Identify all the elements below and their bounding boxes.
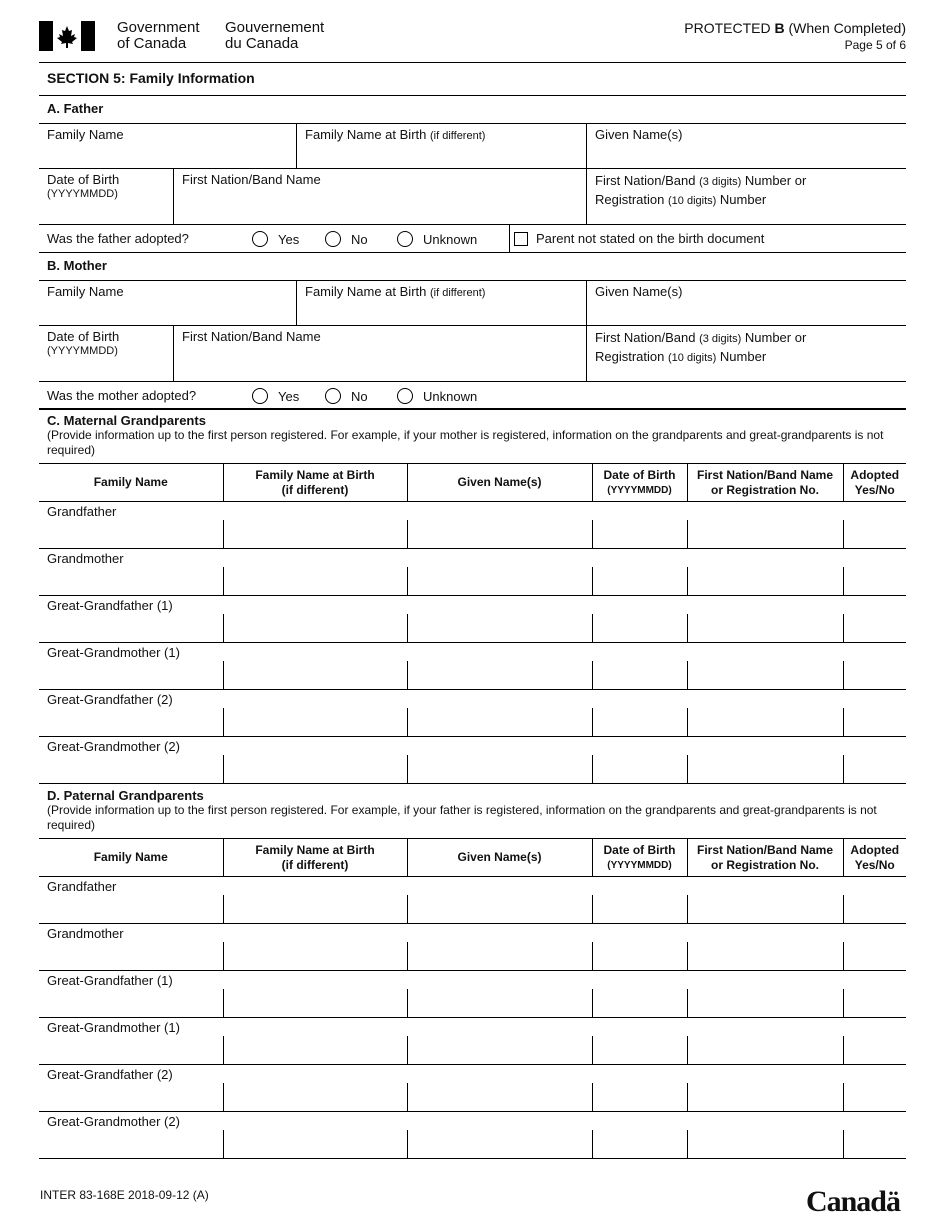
father-dob-field[interactable] bbox=[39, 169, 173, 224]
entry-box[interactable] bbox=[223, 520, 407, 548]
family-name-birth-cell[interactable] bbox=[223, 643, 407, 690]
entry-box[interactable] bbox=[407, 755, 592, 783]
entry-box[interactable] bbox=[687, 1083, 843, 1111]
band-cell[interactable] bbox=[687, 596, 843, 643]
entry-box[interactable] bbox=[687, 1130, 843, 1158]
page-number: Page 5 of 6 bbox=[844, 38, 906, 52]
table-row bbox=[39, 643, 906, 690]
entry-box[interactable] bbox=[592, 1130, 687, 1158]
government-of-canada-fr bbox=[225, 20, 324, 52]
adopted-cell[interactable] bbox=[843, 1112, 906, 1159]
mother-number-label: Number bbox=[719, 349, 767, 364]
mother-adopted-no[interactable] bbox=[325, 388, 368, 404]
table-row bbox=[39, 924, 906, 971]
maternal-table bbox=[39, 463, 906, 784]
protected-suffix: (When Completed) bbox=[784, 20, 906, 36]
mother-dob-label: Date of Birth bbox=[47, 329, 120, 344]
entry-box[interactable] bbox=[407, 614, 592, 642]
father-yes-label: Yes bbox=[278, 231, 300, 247]
mother-title-row bbox=[39, 253, 906, 281]
mother-number-or: Number or bbox=[744, 330, 807, 345]
adopted-cell[interactable] bbox=[843, 1065, 906, 1112]
col-adopted-line1: Adopted bbox=[850, 842, 900, 857]
mother-names-row bbox=[39, 281, 906, 326]
mother-family-name-birth-label: Family Name at Birth bbox=[305, 284, 427, 299]
entry-box[interactable] bbox=[407, 1083, 592, 1111]
mother-band-number-field[interactable] bbox=[586, 326, 906, 381]
adopted-cell[interactable] bbox=[843, 502, 906, 549]
col-adopted bbox=[843, 464, 906, 502]
father-band-number-field[interactable] bbox=[586, 169, 906, 224]
relative-label: Grandmother bbox=[47, 926, 124, 941]
entry-box[interactable] bbox=[592, 895, 687, 923]
mother-dob-field[interactable] bbox=[39, 326, 173, 381]
entry-box[interactable] bbox=[843, 614, 906, 642]
dob-cell[interactable] bbox=[592, 549, 687, 596]
col-adopted-line1: Adopted bbox=[850, 467, 900, 482]
mother-family-name-label: Family Name bbox=[47, 284, 124, 299]
maternal-note: (Provide information up to the first person registered. For example, if your mother is registered, information on the grandparents and great-grandparents is not required) bbox=[47, 428, 884, 457]
family-name-birth-cell[interactable] bbox=[223, 971, 407, 1018]
canada-wordmark: Canadä bbox=[805, 1185, 900, 1218]
family-name-birth-cell[interactable] bbox=[223, 1112, 407, 1159]
form-code: INTER 83-168E 2018-09-12 (A) bbox=[40, 1188, 209, 1202]
col-band-line1: First Nation/Band Name bbox=[696, 467, 834, 482]
family-name-cell[interactable] bbox=[39, 737, 223, 784]
table-row bbox=[39, 502, 906, 549]
col-given-names: Given Name(s) bbox=[407, 464, 592, 502]
gov-fr-line1: Gouvernement bbox=[225, 19, 325, 36]
mother-three-digits: (3 digits) bbox=[699, 333, 742, 345]
family-name-birth-cell[interactable] bbox=[223, 1018, 407, 1065]
given-names-cell[interactable] bbox=[407, 1112, 592, 1159]
family-name-birth-cell[interactable] bbox=[223, 1065, 407, 1112]
family-name-cell[interactable] bbox=[39, 877, 223, 924]
father-given-names-field[interactable] bbox=[586, 124, 906, 168]
radio-icon[interactable] bbox=[397, 388, 413, 404]
father-adopted-question: Was the father adopted? bbox=[47, 231, 189, 246]
col-family-name: Family Name bbox=[39, 464, 223, 502]
entry-box[interactable] bbox=[407, 1036, 592, 1064]
col-dob-line2: (YYYYMMDD) bbox=[607, 859, 672, 871]
paternal-section bbox=[39, 784, 906, 1159]
father-number-or: Number or bbox=[744, 173, 807, 188]
father-ten-digits: (10 digits) bbox=[668, 195, 717, 207]
band-cell[interactable] bbox=[687, 502, 843, 549]
col-dob-line1: Date of Birth bbox=[603, 467, 676, 482]
entry-box[interactable] bbox=[592, 614, 687, 642]
maternal-table-body bbox=[39, 502, 906, 784]
entry-box[interactable] bbox=[687, 942, 843, 970]
family-name-birth-cell[interactable] bbox=[223, 737, 407, 784]
entry-box[interactable] bbox=[843, 895, 906, 923]
paternal-table bbox=[39, 838, 906, 1159]
col-adopted-line2: Yes/No bbox=[854, 482, 895, 497]
protected-level: B bbox=[774, 20, 785, 36]
mother-adopted-yes[interactable] bbox=[252, 388, 299, 404]
col-band bbox=[687, 464, 843, 502]
family-name-birth-cell[interactable] bbox=[223, 690, 407, 737]
entry-box[interactable] bbox=[223, 1130, 407, 1158]
col-band-line1: First Nation/Band Name bbox=[696, 842, 834, 857]
entry-box[interactable] bbox=[407, 661, 592, 689]
mother-family-name-birth-field[interactable] bbox=[296, 281, 586, 325]
father-title: A. Father bbox=[47, 101, 104, 116]
parent-not-stated-label: Parent not stated on the birth document bbox=[536, 231, 765, 246]
adopted-cell[interactable] bbox=[843, 877, 906, 924]
radio-icon[interactable] bbox=[325, 388, 341, 404]
father-band-number-label: First Nation/Band bbox=[595, 173, 696, 188]
adopted-cell[interactable] bbox=[843, 924, 906, 971]
adopted-cell[interactable] bbox=[843, 596, 906, 643]
father-band-name-field[interactable] bbox=[173, 169, 586, 224]
col-family-name-birth-line2: (if different) bbox=[281, 857, 349, 872]
band-cell[interactable] bbox=[687, 690, 843, 737]
adopted-cell[interactable] bbox=[843, 971, 906, 1018]
band-cell[interactable] bbox=[687, 737, 843, 784]
given-names-cell[interactable] bbox=[407, 690, 592, 737]
father-dob-format: (YYYYMMDD) bbox=[47, 188, 118, 200]
band-cell[interactable] bbox=[687, 643, 843, 690]
col-dob-line1: Date of Birth bbox=[603, 842, 676, 857]
entry-box[interactable] bbox=[407, 895, 592, 923]
band-cell[interactable] bbox=[687, 1018, 843, 1065]
relative-label: Great-Grandfather (1) bbox=[47, 973, 173, 988]
relative-label: Great-Grandfather (2) bbox=[47, 1067, 173, 1082]
relative-label: Grandmother bbox=[47, 551, 124, 566]
entry-box[interactable] bbox=[592, 567, 687, 595]
father-family-name-label: Family Name bbox=[47, 127, 124, 142]
dob-cell[interactable] bbox=[592, 1065, 687, 1112]
mother-adopted-unknown[interactable] bbox=[397, 388, 477, 404]
father-family-name-birth-label: Family Name at Birth bbox=[305, 127, 427, 142]
mother-registration-label: Registration bbox=[595, 349, 665, 364]
mother-family-name-field[interactable] bbox=[39, 281, 296, 325]
mother-if-different: (if different) bbox=[430, 287, 486, 299]
entry-box[interactable] bbox=[592, 755, 687, 783]
family-name-birth-cell[interactable] bbox=[223, 877, 407, 924]
dob-cell[interactable] bbox=[592, 1112, 687, 1159]
col-family-name-birth bbox=[223, 464, 407, 502]
section-title: SECTION 5: Family Information bbox=[39, 63, 906, 96]
father-if-different: (if different) bbox=[430, 130, 486, 142]
given-names-cell[interactable] bbox=[407, 877, 592, 924]
family-name-cell[interactable] bbox=[39, 690, 223, 737]
col-band-line2: or Registration No. bbox=[710, 482, 819, 497]
maternal-section bbox=[39, 410, 906, 784]
protected-prefix: PROTECTED bbox=[684, 20, 775, 36]
relative-label: Great-Grandmother (2) bbox=[47, 739, 180, 754]
mother-band-number-label: First Nation/Band bbox=[595, 330, 696, 345]
mother-given-names-field[interactable] bbox=[586, 281, 906, 325]
col-band-line2: or Registration No. bbox=[710, 857, 819, 872]
family-name-birth-cell[interactable] bbox=[223, 596, 407, 643]
mother-title: B. Mother bbox=[47, 258, 107, 273]
mother-yes-label: Yes bbox=[278, 388, 300, 404]
radio-icon[interactable] bbox=[252, 388, 268, 404]
family-name-cell[interactable] bbox=[39, 1018, 223, 1065]
adopted-cell[interactable] bbox=[843, 690, 906, 737]
band-cell[interactable] bbox=[687, 1065, 843, 1112]
col-dob bbox=[592, 839, 687, 877]
given-names-cell[interactable] bbox=[407, 1018, 592, 1065]
mother-band-name-field[interactable] bbox=[173, 326, 586, 381]
family-name-cell[interactable] bbox=[39, 924, 223, 971]
given-names-cell[interactable] bbox=[407, 643, 592, 690]
mother-unknown-label: Unknown bbox=[423, 388, 478, 404]
entry-box[interactable] bbox=[687, 755, 843, 783]
father-dob-row bbox=[39, 169, 906, 225]
mother-no-label: No bbox=[351, 388, 368, 404]
table-row bbox=[39, 877, 906, 924]
col-given-names: Given Name(s) bbox=[407, 839, 592, 877]
father-names-row bbox=[39, 124, 906, 169]
entry-box[interactable] bbox=[592, 520, 687, 548]
radio-icon[interactable] bbox=[397, 231, 413, 247]
parent-not-stated-checkbox[interactable] bbox=[514, 231, 764, 246]
band-cell[interactable] bbox=[687, 877, 843, 924]
gov-en-line2: of Canada bbox=[117, 35, 187, 52]
radio-icon[interactable] bbox=[325, 231, 341, 247]
entry-box[interactable] bbox=[687, 989, 843, 1017]
col-dob-line2: (YYYYMMDD) bbox=[607, 484, 672, 496]
father-dob-label: Date of Birth bbox=[47, 172, 120, 187]
protected-label bbox=[684, 20, 906, 36]
entry-box[interactable] bbox=[843, 989, 906, 1017]
table-row bbox=[39, 737, 906, 784]
entry-box[interactable] bbox=[223, 567, 407, 595]
table-row bbox=[39, 690, 906, 737]
family-name-birth-cell[interactable] bbox=[223, 549, 407, 596]
given-names-cell[interactable] bbox=[407, 596, 592, 643]
father-registration-label: Registration bbox=[595, 192, 665, 207]
dob-cell[interactable] bbox=[592, 502, 687, 549]
entry-box[interactable] bbox=[687, 895, 843, 923]
page-header bbox=[39, 0, 906, 63]
family-name-cell[interactable] bbox=[39, 502, 223, 549]
checkbox-icon[interactable] bbox=[514, 232, 528, 246]
father-adopted-yes[interactable] bbox=[252, 231, 299, 247]
given-names-cell[interactable] bbox=[407, 549, 592, 596]
table-row bbox=[39, 596, 906, 643]
table-header-row bbox=[39, 464, 906, 502]
entry-box[interactable] bbox=[843, 755, 906, 783]
entry-box[interactable] bbox=[843, 520, 906, 548]
paternal-table-body bbox=[39, 877, 906, 1159]
band-cell[interactable] bbox=[687, 924, 843, 971]
entry-box[interactable] bbox=[407, 989, 592, 1017]
relative-label: Great-Grandfather (2) bbox=[47, 692, 173, 707]
entry-box[interactable] bbox=[407, 708, 592, 736]
dob-cell[interactable] bbox=[592, 643, 687, 690]
col-adopted-line2: Yes/No bbox=[854, 857, 895, 872]
gov-fr-line2: du Canada bbox=[225, 35, 299, 52]
entry-box[interactable] bbox=[843, 661, 906, 689]
entry-box[interactable] bbox=[223, 1083, 407, 1111]
father-three-digits: (3 digits) bbox=[699, 176, 742, 188]
mother-dob-format: (YYYYMMDD) bbox=[47, 345, 118, 357]
government-of-canada-en bbox=[117, 20, 200, 52]
family-name-cell[interactable] bbox=[39, 549, 223, 596]
band-cell[interactable] bbox=[687, 549, 843, 596]
relative-label: Grandfather bbox=[47, 504, 117, 519]
entry-box[interactable] bbox=[223, 942, 407, 970]
relative-label: Grandfather bbox=[47, 879, 117, 894]
mother-ten-digits: (10 digits) bbox=[668, 352, 717, 364]
relative-label: Great-Grandmother (1) bbox=[47, 1020, 180, 1035]
entry-box[interactable] bbox=[687, 661, 843, 689]
table-row bbox=[39, 1065, 906, 1112]
family-name-cell[interactable] bbox=[39, 1065, 223, 1112]
entry-box[interactable] bbox=[843, 1083, 906, 1111]
father-family-name-field[interactable] bbox=[39, 124, 296, 168]
entry-box[interactable] bbox=[687, 614, 843, 642]
entry-box[interactable] bbox=[687, 520, 843, 548]
entry-box[interactable] bbox=[223, 661, 407, 689]
table-header-row bbox=[39, 839, 906, 877]
relative-label: Great-Grandfather (1) bbox=[47, 598, 173, 613]
father-band-name-label: First Nation/Band Name bbox=[182, 172, 321, 187]
dob-cell[interactable] bbox=[592, 877, 687, 924]
gov-en-line1: Government bbox=[117, 19, 200, 36]
entry-box[interactable] bbox=[592, 1083, 687, 1111]
entry-box[interactable] bbox=[843, 567, 906, 595]
table-row bbox=[39, 1112, 906, 1159]
dob-cell[interactable] bbox=[592, 737, 687, 784]
entry-box[interactable] bbox=[223, 1036, 407, 1064]
entry-box[interactable] bbox=[223, 708, 407, 736]
table-row bbox=[39, 549, 906, 596]
col-family-name-birth-line1: Family Name at Birth bbox=[255, 842, 375, 857]
dob-cell[interactable] bbox=[592, 596, 687, 643]
entry-box[interactable] bbox=[592, 942, 687, 970]
entry-box[interactable] bbox=[843, 1036, 906, 1064]
col-adopted bbox=[843, 839, 906, 877]
entry-box[interactable] bbox=[223, 989, 407, 1017]
dob-cell[interactable] bbox=[592, 1018, 687, 1065]
paternal-note: (Provide information up to the first person registered. For example, if your father is registered, information on the grandparents and great-grandparents is not required) bbox=[47, 803, 877, 832]
mother-dob-row bbox=[39, 326, 906, 382]
given-names-cell[interactable] bbox=[407, 971, 592, 1018]
col-family-name-birth-line2: (if different) bbox=[281, 482, 349, 497]
entry-box[interactable] bbox=[223, 895, 407, 923]
entry-box[interactable] bbox=[687, 708, 843, 736]
band-cell[interactable] bbox=[687, 971, 843, 1018]
entry-box[interactable] bbox=[223, 614, 407, 642]
entry-box[interactable] bbox=[407, 1130, 592, 1158]
father-unknown-label: Unknown bbox=[423, 231, 478, 247]
col-family-name-birth bbox=[223, 839, 407, 877]
given-names-cell[interactable] bbox=[407, 1065, 592, 1112]
family-name-cell[interactable] bbox=[39, 1112, 223, 1159]
entry-box[interactable] bbox=[223, 755, 407, 783]
mother-adopted-question: Was the mother adopted? bbox=[47, 388, 197, 403]
table-row bbox=[39, 1018, 906, 1065]
dob-cell[interactable] bbox=[592, 971, 687, 1018]
entry-box[interactable] bbox=[687, 567, 843, 595]
maternal-title: C. Maternal Grandparents bbox=[47, 413, 206, 428]
family-name-cell[interactable] bbox=[39, 971, 223, 1018]
family-name-birth-cell[interactable] bbox=[223, 502, 407, 549]
entry-box[interactable] bbox=[407, 942, 592, 970]
father-number-label: Number bbox=[719, 192, 767, 207]
family-name-cell[interactable] bbox=[39, 596, 223, 643]
form-page bbox=[39, 0, 906, 1159]
entry-box[interactable] bbox=[592, 989, 687, 1017]
adopted-cell[interactable] bbox=[843, 1018, 906, 1065]
table-row bbox=[39, 971, 906, 1018]
father-adopted-row bbox=[39, 225, 906, 253]
adopted-cell[interactable] bbox=[843, 643, 906, 690]
mother-given-names-label: Given Name(s) bbox=[595, 284, 683, 299]
family-name-cell[interactable] bbox=[39, 643, 223, 690]
father-adopted-no[interactable] bbox=[325, 231, 368, 247]
relative-label: Great-Grandmother (2) bbox=[47, 1114, 180, 1129]
band-cell[interactable] bbox=[687, 1112, 843, 1159]
col-band bbox=[687, 839, 843, 877]
relative-label: Great-Grandmother (1) bbox=[47, 645, 180, 660]
dob-cell[interactable] bbox=[592, 924, 687, 971]
entry-box[interactable] bbox=[843, 1130, 906, 1158]
given-names-cell[interactable] bbox=[407, 924, 592, 971]
given-names-cell[interactable] bbox=[407, 502, 592, 549]
father-no-label: No bbox=[351, 231, 368, 247]
given-names-cell[interactable] bbox=[407, 737, 592, 784]
mother-adopted-row bbox=[39, 382, 906, 410]
radio-icon[interactable] bbox=[252, 231, 268, 247]
divider bbox=[509, 225, 510, 252]
col-family-name-birth-line1: Family Name at Birth bbox=[255, 467, 375, 482]
family-name-birth-cell[interactable] bbox=[223, 924, 407, 971]
col-dob bbox=[592, 464, 687, 502]
entry-box[interactable] bbox=[407, 520, 592, 548]
paternal-title: D. Paternal Grandparents bbox=[47, 788, 204, 803]
entry-box[interactable] bbox=[843, 708, 906, 736]
entry-box[interactable] bbox=[592, 1036, 687, 1064]
mother-band-name-label: First Nation/Band Name bbox=[182, 329, 321, 344]
father-given-names-label: Given Name(s) bbox=[595, 127, 683, 142]
entry-box[interactable] bbox=[687, 1036, 843, 1064]
entry-box[interactable] bbox=[407, 567, 592, 595]
adopted-cell[interactable] bbox=[843, 549, 906, 596]
entry-box[interactable] bbox=[843, 942, 906, 970]
col-family-name: Family Name bbox=[39, 839, 223, 877]
father-family-name-birth-field[interactable] bbox=[296, 124, 586, 168]
dob-cell[interactable] bbox=[592, 690, 687, 737]
father-adopted-unknown[interactable] bbox=[397, 231, 477, 247]
entry-box[interactable] bbox=[592, 661, 687, 689]
adopted-cell[interactable] bbox=[843, 737, 906, 784]
entry-box[interactable] bbox=[592, 708, 687, 736]
canada-flag-icon bbox=[39, 21, 95, 51]
father-title-row bbox=[39, 96, 906, 124]
